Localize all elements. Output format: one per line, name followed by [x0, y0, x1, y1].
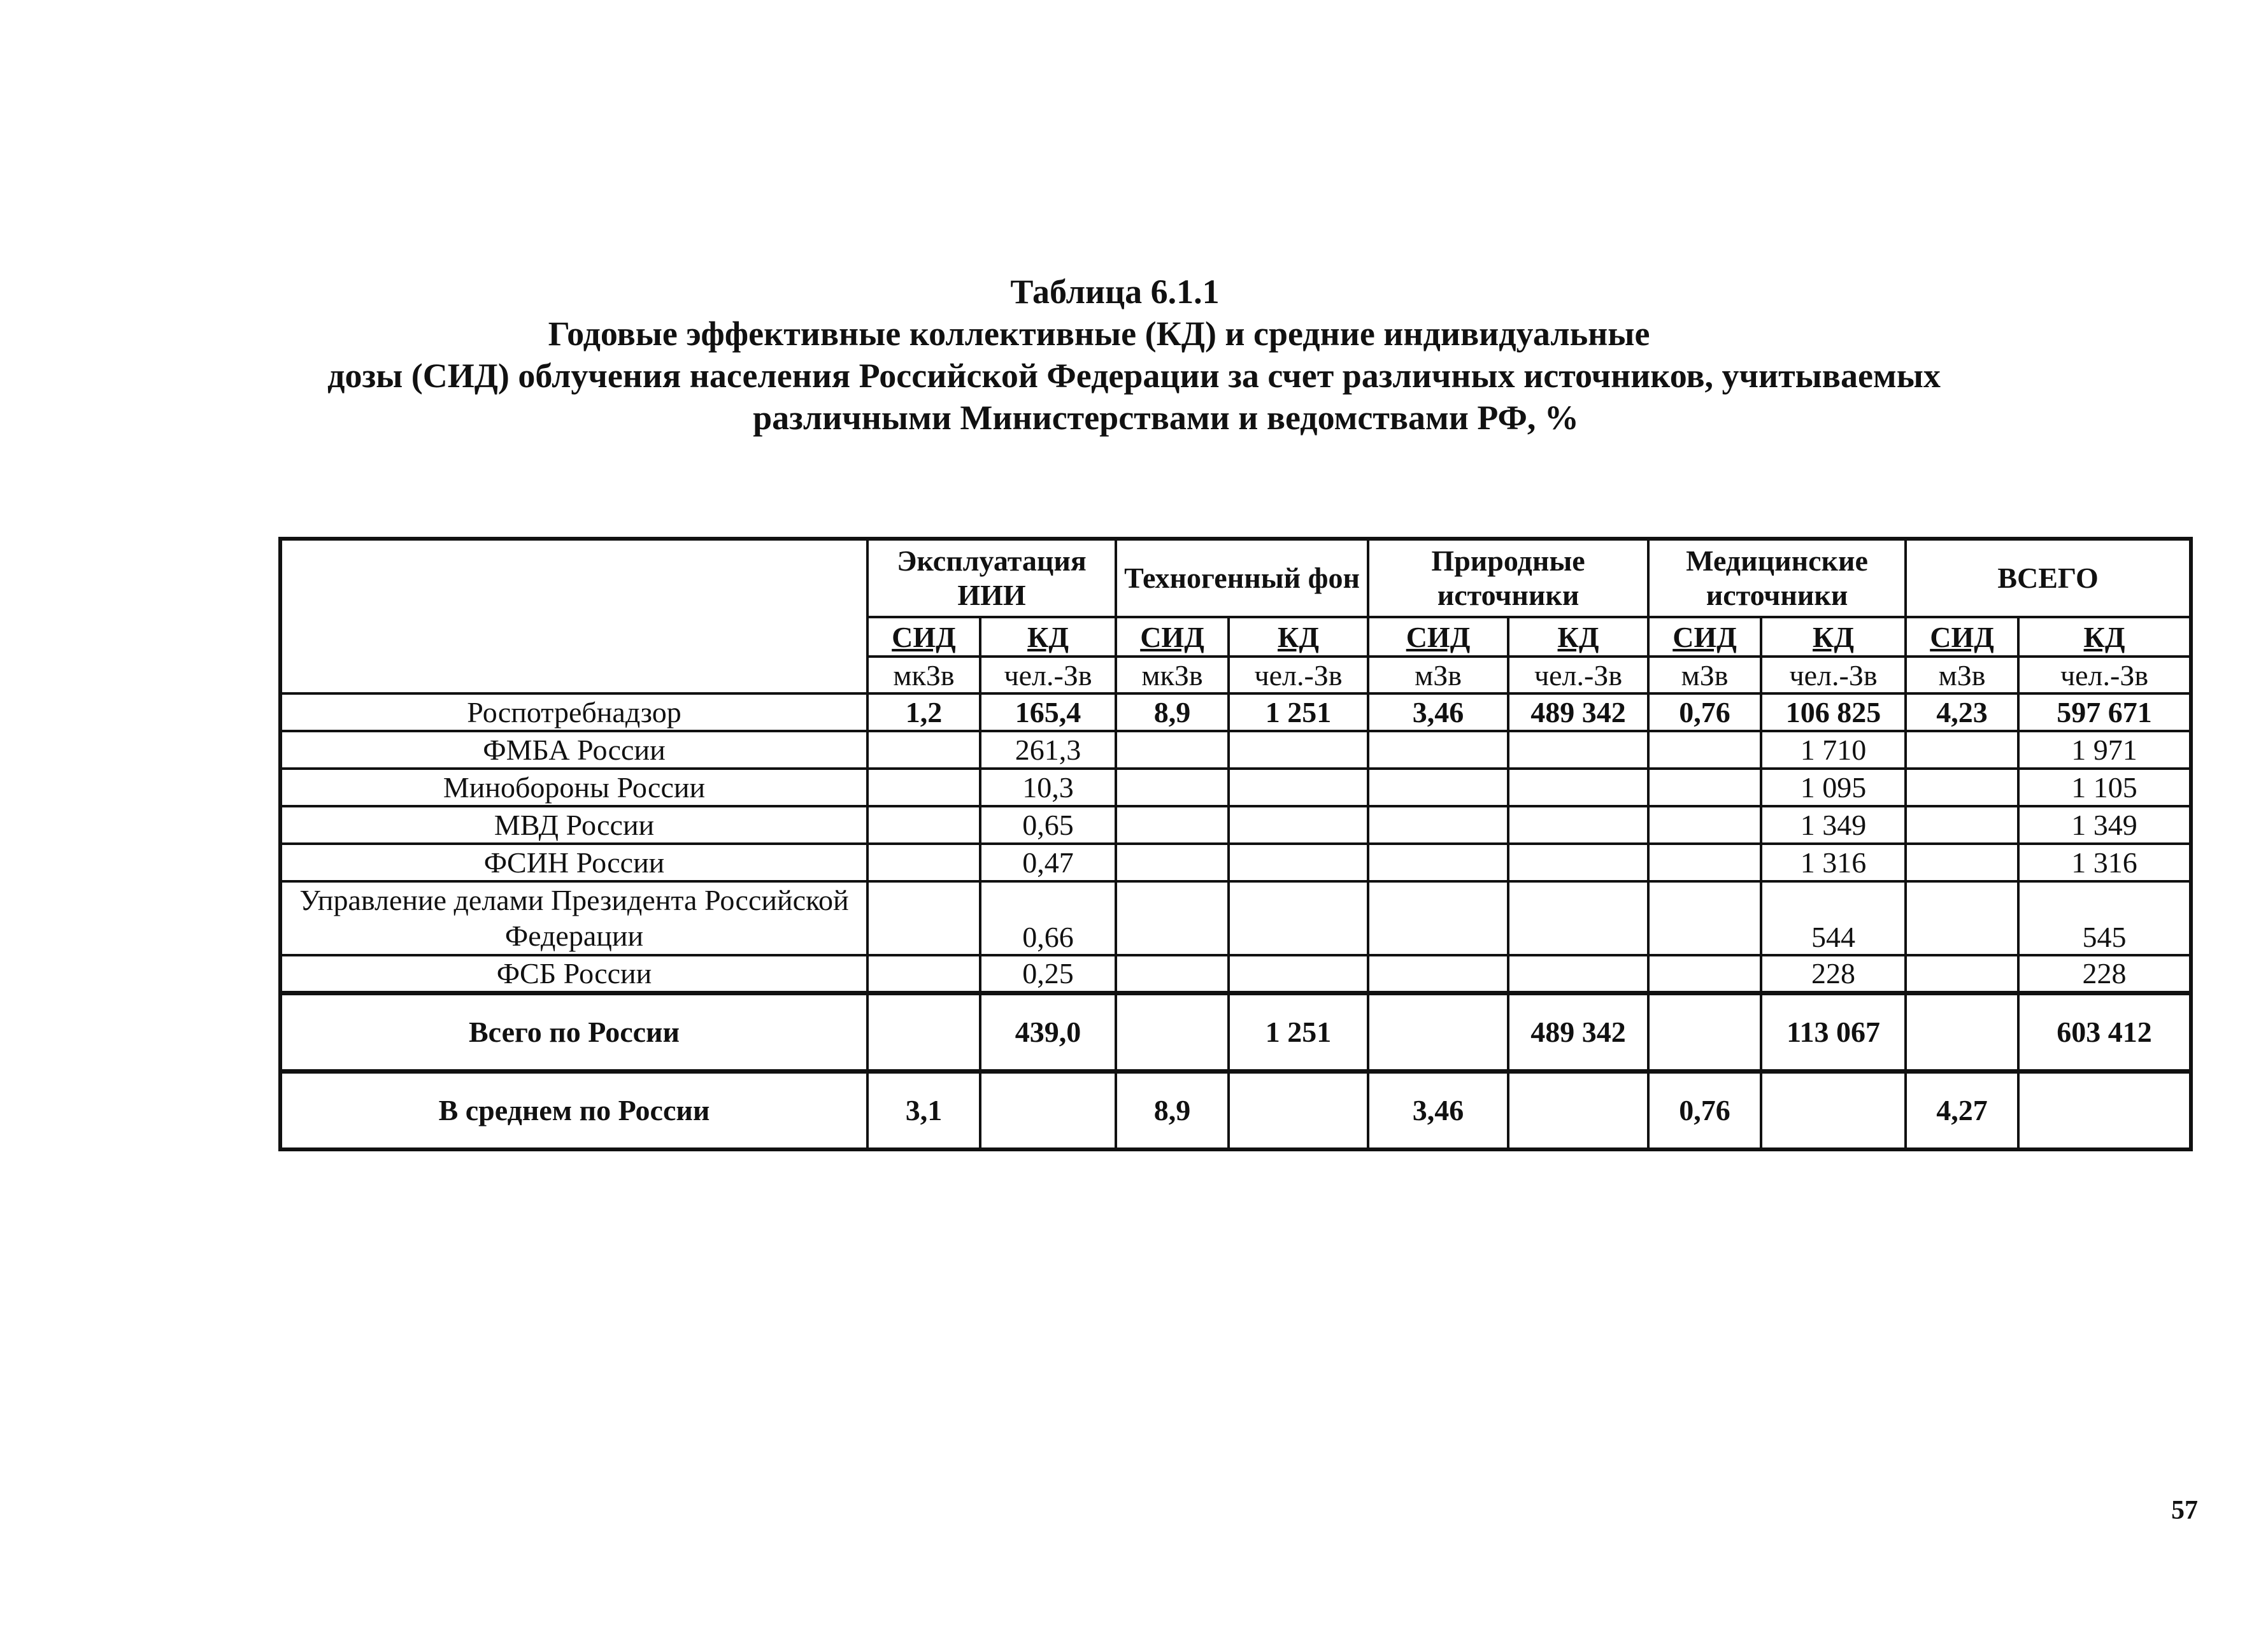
table-row	[280, 731, 2191, 769]
cell	[1906, 769, 2018, 806]
cell: 1 349	[2018, 806, 2191, 844]
cell	[1368, 806, 1508, 844]
cell	[1508, 731, 1648, 769]
table-title-line-1: Годовые эффективные коллективные (КД) и средние индивидуальные	[548, 315, 1650, 353]
total-label: Всего по России	[280, 993, 867, 1071]
cell: 544	[1761, 881, 1906, 955]
cell	[1229, 806, 1368, 844]
table-row	[280, 881, 2191, 955]
cell	[1368, 769, 1508, 806]
cell	[980, 1071, 1116, 1149]
cell	[1229, 731, 1368, 769]
table-row	[280, 769, 2191, 806]
cell: 261,3	[980, 731, 1116, 769]
cell	[1229, 881, 1368, 955]
unit-header: мЗв	[1368, 657, 1508, 693]
kd-header: КД	[1761, 617, 1906, 657]
cell: 3,46	[1368, 1071, 1508, 1149]
cell: 597 671	[2018, 693, 2191, 731]
unit-header: мкЗв	[1116, 657, 1229, 693]
cell	[1229, 769, 1368, 806]
unit-header: чел.-Зв	[1761, 657, 1906, 693]
cell: 10,3	[980, 769, 1116, 806]
unit-header: мЗв	[1648, 657, 1761, 693]
cell	[1648, 844, 1761, 881]
table-title-line-3: различными Министерствами и ведомствами РФ, %	[753, 399, 1579, 437]
cell	[1229, 955, 1368, 993]
org-name: Минобороны России	[280, 769, 867, 806]
cell	[867, 844, 980, 881]
cell	[1508, 1071, 1648, 1149]
cell: 1 971	[2018, 731, 2191, 769]
cell: 489 342	[1508, 993, 1648, 1071]
cell	[1116, 955, 1229, 993]
header-corner	[280, 539, 867, 693]
org-name: ФСИН России	[280, 844, 867, 881]
org-name: ФСБ России	[280, 955, 867, 993]
cell	[867, 955, 980, 993]
cell	[1648, 769, 1761, 806]
group-header: Природные источники	[1368, 539, 1648, 617]
cell	[867, 731, 980, 769]
group-header: Медицинские источники	[1648, 539, 1906, 617]
table-title-line-2: дозы (СИД) облучения населения Российской Федерации за счет различных источников, учитываемых	[327, 357, 1941, 395]
cell: 439,0	[980, 993, 1116, 1071]
cell	[867, 993, 980, 1071]
sid-header: СИД	[1116, 617, 1229, 657]
cell	[1368, 844, 1508, 881]
cell	[1116, 844, 1229, 881]
cell	[1368, 955, 1508, 993]
cell	[1761, 1071, 1906, 1149]
cell: 4,27	[1906, 1071, 2018, 1149]
unit-header: чел.-Зв	[1508, 657, 1648, 693]
cell: 1 349	[1761, 806, 1906, 844]
table-number: Таблица 6.1.1	[1010, 273, 1220, 311]
cell	[1906, 806, 2018, 844]
cell	[1368, 881, 1508, 955]
cell: 228	[2018, 955, 2191, 993]
cell	[1508, 844, 1648, 881]
cell	[1116, 881, 1229, 955]
cell	[1648, 881, 1761, 955]
org-name: МВД России	[280, 806, 867, 844]
cell: 228	[1761, 955, 1906, 993]
cell: 0,76	[1648, 693, 1761, 731]
table-row	[280, 806, 2191, 844]
cell	[1229, 844, 1368, 881]
cell: 1 105	[2018, 769, 2191, 806]
cell: 0,66	[980, 881, 1116, 955]
cell: 489 342	[1508, 693, 1648, 731]
dose-table	[278, 537, 2193, 1151]
cell	[867, 806, 980, 844]
table-row	[280, 844, 2191, 881]
unit-header: чел.-Зв	[980, 657, 1116, 693]
average-label: В среднем по России	[280, 1071, 867, 1149]
cell	[1508, 955, 1648, 993]
group-header: Техногенный фон	[1116, 539, 1368, 617]
cell: 0,25	[980, 955, 1116, 993]
kd-header: КД	[980, 617, 1116, 657]
cell	[1906, 844, 2018, 881]
cell	[1116, 806, 1229, 844]
cell: 1 316	[2018, 844, 2191, 881]
cell	[867, 769, 980, 806]
cell: 8,9	[1116, 693, 1229, 731]
sid-header: СИД	[867, 617, 980, 657]
kd-header: КД	[2018, 617, 2191, 657]
cell	[1229, 1071, 1368, 1149]
cell	[1508, 769, 1648, 806]
unit-header: мЗв	[1906, 657, 2018, 693]
cell	[1648, 731, 1761, 769]
cell: 0,65	[980, 806, 1116, 844]
cell	[1116, 769, 1229, 806]
average-row	[280, 1071, 2191, 1149]
unit-header: мкЗв	[867, 657, 980, 693]
cell: 165,4	[980, 693, 1116, 731]
page-number: 57	[2171, 1496, 2198, 1525]
table-caption	[0, 271, 2268, 439]
cell	[1648, 955, 1761, 993]
cell: 0,47	[980, 844, 1116, 881]
cell	[1508, 881, 1648, 955]
cell	[1906, 881, 2018, 955]
sid-header: СИД	[1906, 617, 2018, 657]
unit-header: чел.-Зв	[2018, 657, 2191, 693]
cell: 1,2	[867, 693, 980, 731]
sid-header: СИД	[1368, 617, 1508, 657]
cell: 1 251	[1229, 693, 1368, 731]
cell: 1 251	[1229, 993, 1368, 1071]
cell: 106 825	[1761, 693, 1906, 731]
cell: 1 710	[1761, 731, 1906, 769]
cell: 0,76	[1648, 1071, 1761, 1149]
cell: 4,23	[1906, 693, 2018, 731]
cell	[1648, 806, 1761, 844]
table-row	[280, 693, 2191, 731]
cell	[1368, 731, 1508, 769]
cell	[1508, 806, 1648, 844]
cell	[1648, 993, 1761, 1071]
cell	[1368, 993, 1508, 1071]
cell	[867, 881, 980, 955]
unit-header: чел.-Зв	[1229, 657, 1368, 693]
kd-header: КД	[1508, 617, 1648, 657]
cell: 603 412	[2018, 993, 2191, 1071]
cell: 8,9	[1116, 1071, 1229, 1149]
cell: 545	[2018, 881, 2191, 955]
group-header: Эксплуатация ИИИ	[867, 539, 1116, 617]
cell	[1116, 731, 1229, 769]
cell	[2018, 1071, 2191, 1149]
cell: 3,1	[867, 1071, 980, 1149]
cell: 1 095	[1761, 769, 1906, 806]
cell	[1906, 731, 2018, 769]
total-row	[280, 993, 2191, 1071]
org-name: Роспотребнадзор	[280, 693, 867, 731]
org-name: Управление делами Президента Российской Федерации	[280, 881, 867, 955]
cell: 3,46	[1368, 693, 1508, 731]
kd-header: КД	[1229, 617, 1368, 657]
group-header: ВСЕГО	[1906, 539, 2191, 617]
cell: 1 316	[1761, 844, 1906, 881]
cell	[1906, 993, 2018, 1071]
cell	[1906, 955, 2018, 993]
table-row	[280, 955, 2191, 993]
org-name: ФМБА России	[280, 731, 867, 769]
sid-header: СИД	[1648, 617, 1761, 657]
cell	[1116, 993, 1229, 1071]
cell: 113 067	[1761, 993, 1906, 1071]
